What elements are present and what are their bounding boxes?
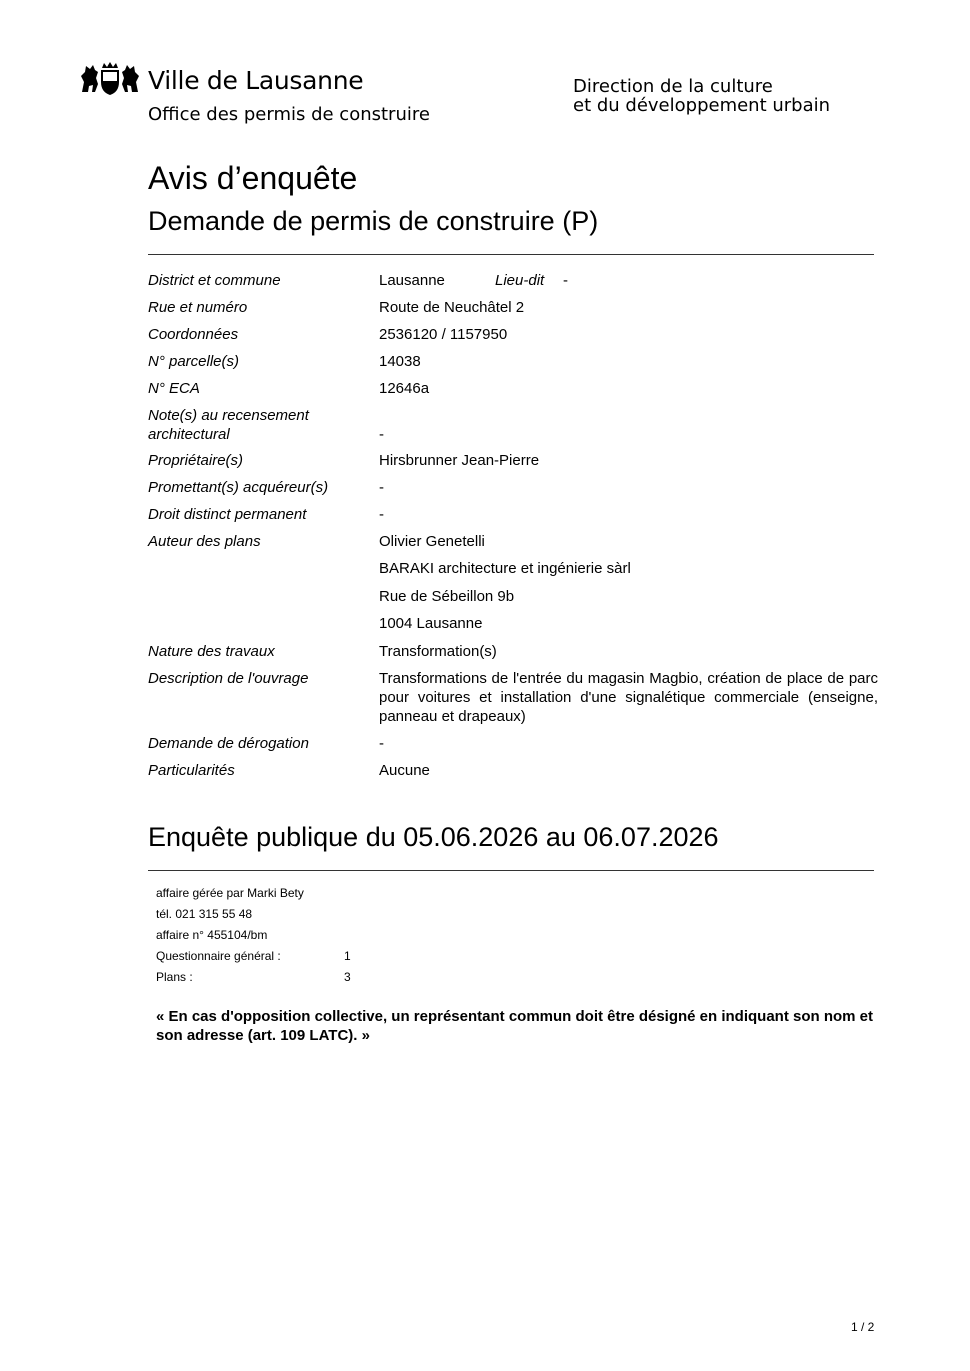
city-name: Ville de Lausanne xyxy=(148,66,364,95)
note-value: - xyxy=(379,426,384,443)
parcel-label: N° parcelle(s) xyxy=(148,353,240,370)
description-value: Transformations de l'entrée du magasin Magbio, création de place de parc pour voitures et installation d'une signalétique commerciale (enseigne, panneau et drapeaux) xyxy=(379,670,878,725)
particular-value: Aucune xyxy=(379,762,430,779)
lieudit-value: - xyxy=(563,272,568,289)
plans-value: 3 xyxy=(344,970,351,984)
eca-label: N° ECA xyxy=(148,380,200,397)
lieudit-label: Lieu-dit xyxy=(495,272,545,289)
page-subtitle: Demande de permis de construire (P) xyxy=(148,206,599,236)
divider xyxy=(148,870,874,871)
note-label-line-2: architectural xyxy=(148,426,230,443)
parcel-value: 14038 xyxy=(379,353,421,370)
case-number: affaire n° 455104/bm xyxy=(156,928,268,942)
ddp-label: Droit distinct permanent xyxy=(148,506,307,523)
district-value: Lausanne xyxy=(379,272,445,289)
questionnaire-value: 1 xyxy=(344,949,351,963)
street-value: Route de Neuchâtel 2 xyxy=(379,299,525,316)
particular-label: Particularités xyxy=(148,762,235,779)
questionnaire-label: Questionnaire général : xyxy=(156,949,281,963)
owner-value: Hirsbrunner Jean-Pierre xyxy=(379,452,540,469)
ddp-value: - xyxy=(379,506,384,523)
note-label-line-1: Note(s) au recensement xyxy=(148,407,309,424)
direction-line-1: Direction de la culture xyxy=(573,76,773,97)
eca-value: 12646a xyxy=(379,380,430,397)
office-name: Office des permis de construire xyxy=(148,104,430,125)
author-line: 1004 Lausanne xyxy=(379,615,483,632)
coords-label: Coordonnées xyxy=(148,326,239,343)
opposition-notice: « En cas d'opposition collective, un représentant commun doit être désigné en indiquant son nom et son adresse (art. 109 LATC). » xyxy=(156,1008,874,1044)
district-label: District et commune xyxy=(148,272,281,289)
author-line: Olivier Genetelli xyxy=(379,533,485,550)
owner-label: Propriétaire(s) xyxy=(148,452,244,469)
coords-value: 2536120 / 1157950 xyxy=(379,326,508,343)
author-label: Auteur des plans xyxy=(148,533,261,550)
buyer-value: - xyxy=(379,479,384,496)
buyer-label: Promettant(s) acquéreur(s) xyxy=(148,479,329,496)
derogation-value: - xyxy=(379,735,384,752)
author-line: BARAKI architecture et ingénierie sàrl xyxy=(379,560,631,577)
enquete-title: Enquête publique du 05.06.2026 au 06.07.2026 xyxy=(148,822,719,852)
divider xyxy=(148,254,874,255)
managed-by: affaire gérée par Marki Bety xyxy=(156,886,304,900)
lausanne-coat-of-arms-icon xyxy=(80,62,140,96)
plans-label: Plans : xyxy=(156,970,193,984)
author-line: Rue de Sébeillon 9b xyxy=(379,588,515,605)
derogation-label: Demande de dérogation xyxy=(148,735,309,752)
page-title: Avis d’enquête xyxy=(148,160,358,196)
phone: tél. 021 315 55 48 xyxy=(156,907,253,921)
street-label: Rue et numéro xyxy=(148,299,248,316)
nature-value: Transformation(s) xyxy=(379,643,497,660)
page-number: 1 / 2 xyxy=(851,1320,875,1334)
description-label: Description de l'ouvrage xyxy=(148,670,309,687)
direction-line-2: et du développement urbain xyxy=(573,95,831,116)
nature-label: Nature des travaux xyxy=(148,643,275,660)
